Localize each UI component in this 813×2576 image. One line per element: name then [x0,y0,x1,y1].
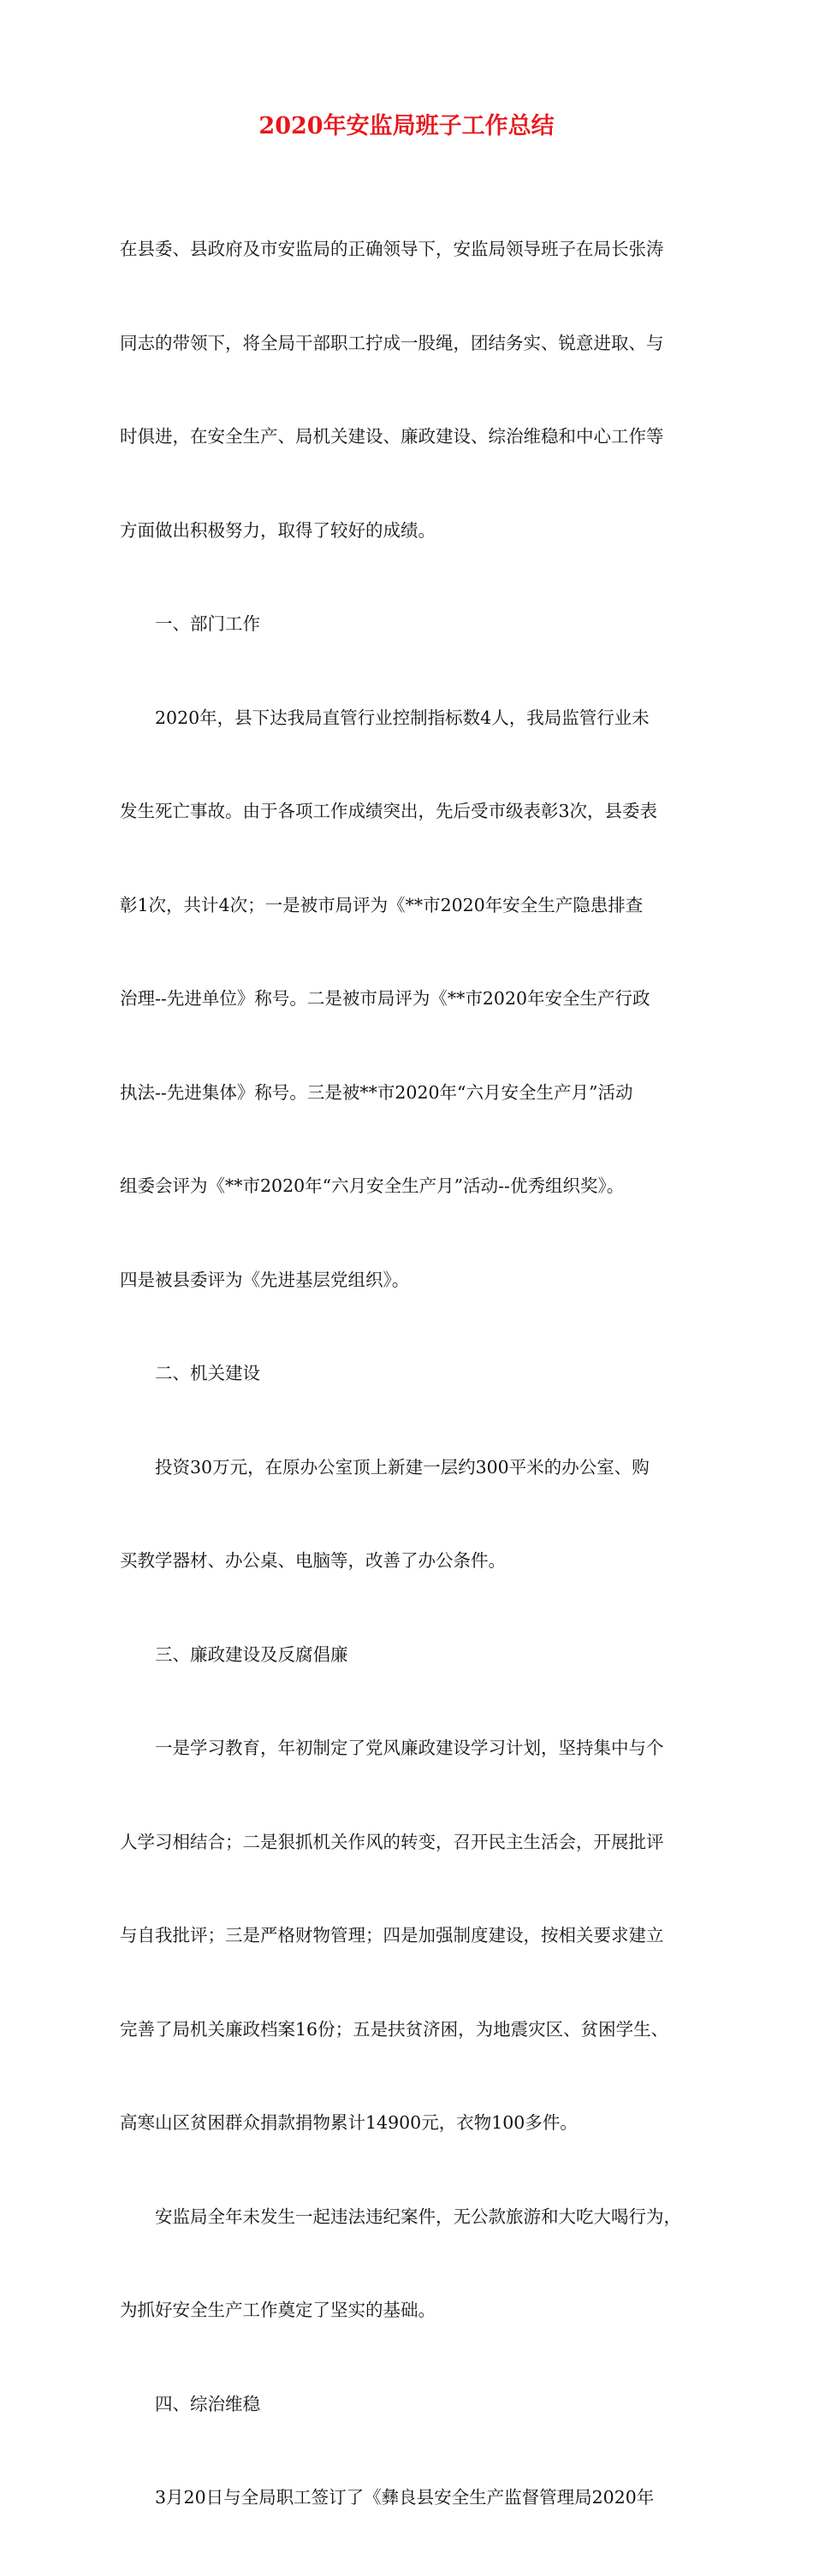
text-line: 在县委、县政府及市安监局的正确领导下，安监局领导班子在局长张涛 [120,239,664,259]
text-line: 买教学器材、办公桌、电脑等，改善了办公条件。 [120,1550,506,1571]
text-line: 治理--先进单位》称号。二是被市局评为《**市2020年安全生产行政 [120,988,650,1009]
text-block [120,171,702,2576]
section-heading: 二、机关建设 [155,1363,260,1383]
text-line: 为抓好安全生产工作奠定了坚实的基础。 [120,2300,436,2320]
text-line: 与自我批评；三是严格财物管理；四是加强制度建设，按相关要求建立 [120,1925,664,1945]
text-line: 高寒山区贫困群众捐款捐物累计14900元，衣物100多件。 [120,2112,578,2133]
text-line: 四是被县委评为《先进基层党组织》。 [120,1269,410,1290]
text-line: 执法--先进集体》称号。三是被**市2020年“六月安全生产月”活动 [120,1081,633,1103]
text-line: 2020年，县下达我局直管行业控制指标数4人，我局监管行业未 [155,707,650,728]
text-line: 3月20日与全局职工签订了《彝良县安全生产监督管理局2020年 [155,2487,655,2508]
section-heading: 一、部门工作 [155,613,260,634]
text-line: 一是学习教育，年初制定了党风廉政建设学习计划，坚持集中与个 [155,1738,664,1758]
document-body [120,171,702,2576]
text-line: 组委会评为《**市2020年“六月安全生产月”活动--优秀组织奖》。 [120,1175,625,1196]
text-line: 投资30万元，在原办公室顶上新建一层约300平米的办公室、购 [155,1456,650,1477]
document-title: 2020年安监局班子工作总结 [258,113,555,139]
text-line: 人学习相结合；二是狠抓机关作风的转变，召开民主生活会，开展批评 [120,1831,664,1852]
section-heading: 三、廉政建设及反腐倡廉 [155,1643,348,1665]
text-line: 彰1次，共计4次；一是被市局评为《**市2020年安全生产隐患排查 [120,894,644,915]
text-line: 方面做出积极努力，取得了较好的成绩。 [120,519,436,541]
text-line: 时俱进，在安全生产、局机关建设、廉政建设、综治维稳和中心工作等 [120,426,664,447]
text-line: 同志的带领下，将全局干部职工拧成一股绳，团结务实、锐意进取、与 [120,332,664,353]
text-line: 安监局全年未发生一起违法违纪案件，无公款旅游和大吃大喝行为， [155,2206,681,2227]
text-line: 完善了局机关廉政档案16份；五是扶贫济困，为地震灾区、贫困学生、 [120,2018,669,2040]
section-heading: 四、综治维稳 [155,2393,260,2414]
text-line: 发生死亡事故。由于各项工作成绩突出，先后受市级表彰3次，县委表 [120,801,658,821]
